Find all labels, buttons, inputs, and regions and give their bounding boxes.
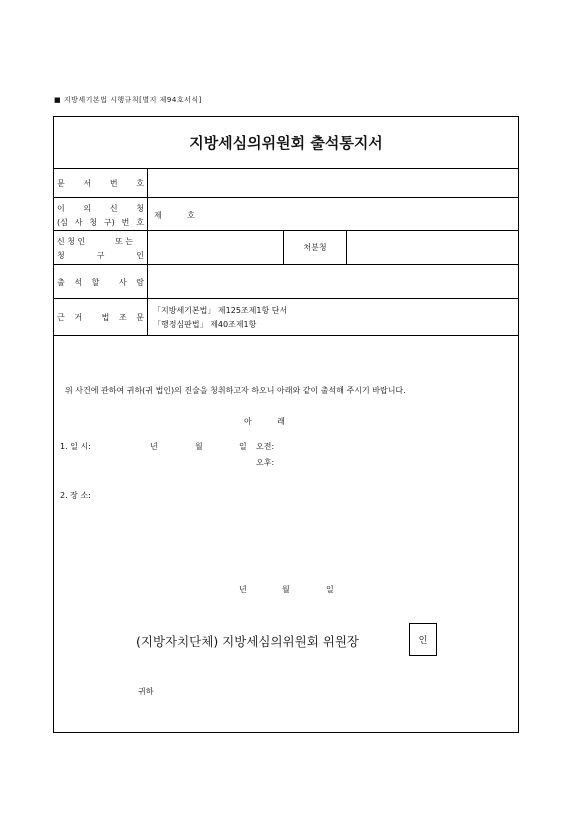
label-char: 청 [57, 251, 65, 260]
label-char: 번 [109, 179, 118, 188]
doc-number-row [54, 168, 518, 198]
datetime-am: 오전: [256, 442, 275, 451]
seal-box [409, 623, 437, 656]
seal-label: 인 [418, 636, 428, 646]
label-char: 번 [121, 218, 130, 227]
label-char: 사 [118, 278, 127, 287]
attendee-row [54, 265, 518, 299]
doc-number-label [54, 168, 148, 197]
label-char: 청 [89, 218, 98, 227]
attendance-notice-form [53, 116, 519, 733]
issue-date-month: 월 [282, 585, 290, 594]
label-char: 석 [74, 278, 83, 287]
label-char: 사 [74, 218, 83, 227]
recipient-honorific: 귀하 [138, 687, 154, 696]
petition-number-row [54, 198, 518, 231]
petition-number-label [54, 198, 148, 230]
legal-basis-line-2: 「행정심판법」 제40조제1항 [153, 320, 257, 329]
petition-number-value: 제 호 [154, 211, 195, 220]
label-char: 거 [74, 313, 83, 322]
datetime-pm: 오후: [256, 458, 275, 467]
label-char: 호 [136, 218, 144, 227]
item-datetime-label: 1. 일 시: [60, 442, 91, 451]
label-char: 문 [57, 179, 65, 188]
datetime-year: 년 [150, 442, 158, 451]
issue-date-year: 년 [239, 585, 247, 594]
label-text: 또 는 [115, 237, 133, 246]
form-reference-note: ■ 지방세기본법 시행규칙[별지 제94호서식] [54, 96, 202, 104]
label-char: 람 [136, 278, 144, 287]
applicant-row [54, 231, 518, 265]
item-place-label: 2. 장 소: [60, 491, 91, 500]
label-char: 구) [103, 218, 115, 227]
label-char: (심 [57, 218, 68, 227]
disposition-office-label: 처분청 [283, 231, 347, 264]
issue-date-day: 일 [326, 585, 334, 594]
applicant-label [54, 231, 148, 264]
sender-title: (지방자치단체) 지방세심의위원회 위원장 [136, 634, 359, 649]
legal-basis-label [54, 299, 148, 335]
attendee-label [54, 265, 148, 298]
label-char: 법 [101, 313, 110, 322]
label-char: 신 [109, 204, 118, 213]
request-statement: 위 사건에 관하여 귀하(귀 법인)의 진술을 청취하고자 하오니 아래와 같이 출석해 주시기 바랍니다. [65, 386, 406, 395]
datetime-month: 월 [195, 442, 203, 451]
below-heading: 아 래 [244, 417, 285, 426]
label-char: 조 [118, 313, 127, 322]
label-char: 서 [83, 179, 92, 188]
form-title: 지방세심의위원회 출석통지서 [54, 117, 518, 169]
label-char: 청 [136, 204, 144, 213]
label-char: 출 [57, 278, 65, 287]
label-char: 호 [136, 179, 144, 188]
label-char: 할 [91, 278, 100, 287]
label-char: 이 [57, 204, 65, 213]
legal-basis-row [54, 299, 518, 336]
label-char: 구 [96, 251, 105, 260]
label-text: 신 청 인 [57, 237, 86, 246]
label-char: 의 [83, 204, 92, 213]
label-char: 근 [57, 313, 65, 322]
datetime-day: 일 [239, 442, 247, 451]
label-char: 문 [136, 313, 144, 322]
label-char: 인 [136, 251, 144, 260]
legal-basis-line-1: 「지방세기본법」 제125조제1항 단서 [153, 306, 288, 315]
